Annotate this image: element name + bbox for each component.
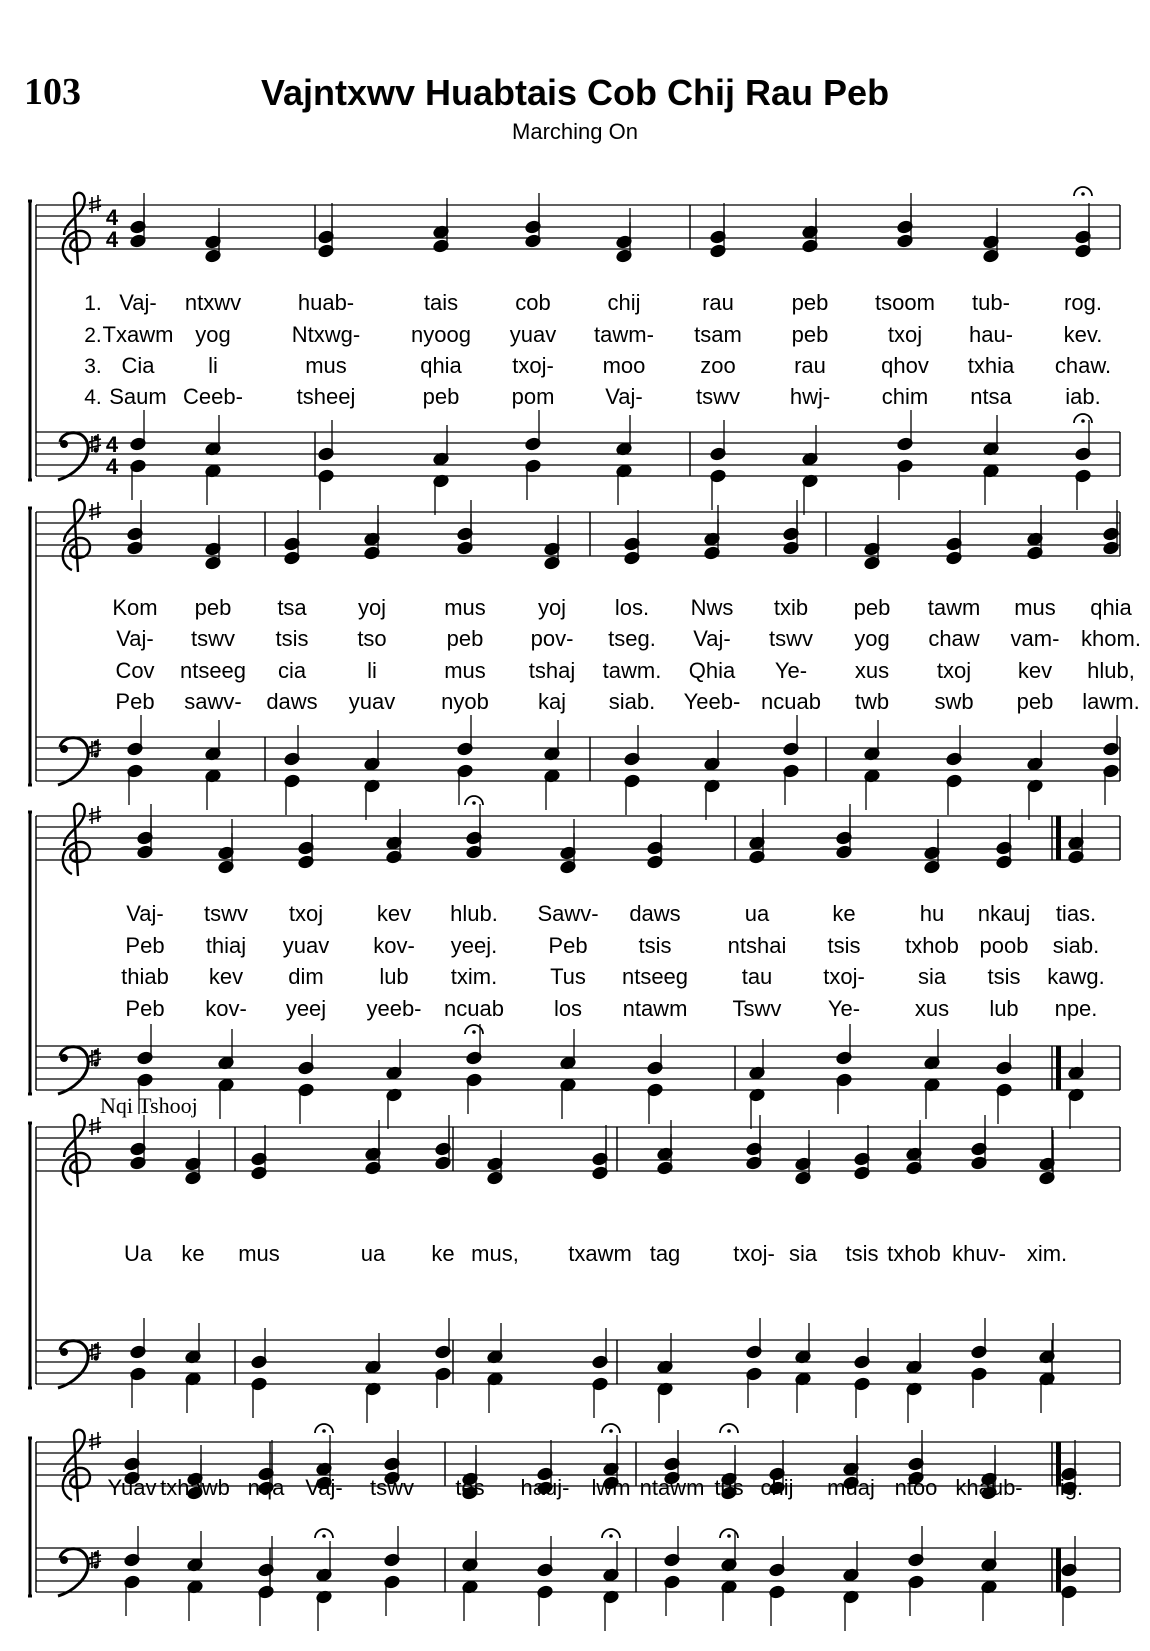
lyric-syllable: tes	[455, 1475, 485, 1500]
fermata-dot	[727, 1429, 731, 1433]
lyric-syllable: khom.	[1081, 626, 1141, 651]
lyric-syllable: tawm.	[602, 658, 662, 683]
lyric-syllable: xus	[914, 996, 950, 1021]
lyric-syllable: Tswv	[732, 996, 782, 1021]
lyric-syllable: chij	[607, 290, 641, 315]
time-signature-top: 4	[105, 432, 119, 457]
lyric-syllable: txhob	[905, 933, 959, 958]
lyric-syllable: Ceeb-	[183, 384, 243, 409]
lyric-syllable: Yeeb-	[683, 689, 741, 714]
lyric-syllable: rau	[702, 290, 734, 315]
lyric-syllable: cia	[277, 658, 307, 683]
lyric-syllable: nyob	[441, 689, 489, 714]
bass-clef-dot	[60, 1348, 68, 1356]
lyric-syllable: Ye-	[774, 658, 808, 683]
lyric-syllable: Ye-	[827, 996, 861, 1021]
fermata-dot	[322, 1429, 326, 1433]
lyric-syllable: Saum	[109, 384, 167, 409]
lyric-syllable: lig.	[1054, 1475, 1084, 1500]
lyric-syllable: txhawb	[160, 1475, 230, 1500]
verse-number: 4.	[84, 386, 102, 409]
lyric-syllable: nkauj	[977, 901, 1031, 926]
lyric-syllable: tias.	[1055, 901, 1097, 926]
lyric-syllable: hu	[919, 901, 945, 926]
treble-clef-icon	[63, 1115, 90, 1187]
lyric-syllable: peb	[422, 384, 460, 409]
key-sharp-icon	[89, 195, 101, 213]
lyric-syllable: lawm.	[1082, 689, 1140, 714]
lyric-syllable: txim.	[450, 964, 498, 989]
system-bracket	[28, 1438, 32, 1596]
time-signature-top: 4	[105, 205, 119, 230]
system-bracket	[28, 1123, 32, 1388]
lyric-syllable: chij	[760, 1475, 794, 1500]
fermata-dot	[1081, 192, 1085, 196]
lyric-syllable: ua	[744, 901, 770, 926]
lyric-syllable: kev	[208, 964, 244, 989]
lyric-syllable: kaj	[537, 689, 567, 714]
lyric-syllable: txoj	[887, 322, 923, 347]
lyric-syllable: zoo	[700, 353, 736, 378]
lyric-syllable: tsis	[827, 933, 861, 958]
treble-clef-icon	[63, 500, 90, 572]
lyric-syllable: khaub-	[955, 1475, 1023, 1500]
lyric-syllable: Ntxwg-	[291, 322, 361, 347]
lyric-syllable: txoj	[288, 901, 324, 926]
lyric-syllable: xus	[854, 658, 890, 683]
lyric-syllable: dim	[288, 964, 324, 989]
hymn-subtitle: Marching On	[512, 119, 638, 144]
lyric-syllable: siab.	[1052, 933, 1100, 958]
lyric-syllable: ua	[360, 1241, 386, 1266]
lyric-syllable: chim	[881, 384, 929, 409]
lyric-syllable: ntseeg	[179, 658, 247, 683]
lyric-syllable: lub	[379, 964, 409, 989]
lyric-syllable: hlub,	[1087, 658, 1135, 683]
fermata-dot	[472, 1030, 476, 1034]
lyric-syllable: kev.	[1063, 322, 1103, 347]
lyric-syllable: kev	[376, 901, 412, 926]
lyric-syllable: vam-	[1010, 626, 1060, 651]
lyric-syllable: chaw.	[1054, 353, 1112, 378]
lyric-syllable: mus	[444, 658, 486, 683]
lyric-syllable: Cia	[121, 353, 155, 378]
lyric-syllable: qhov	[881, 353, 929, 378]
time-signature-bottom: 4	[105, 454, 119, 479]
lyric-syllable: huab-	[297, 290, 355, 315]
bass-clef-dot	[60, 745, 68, 753]
lyric-syllable: pom	[511, 384, 555, 409]
lyric-syllable: txhia	[967, 353, 1015, 378]
lyric-syllable: qhia	[420, 353, 462, 378]
lyric-syllable: Vaj-	[126, 901, 164, 926]
fermata-dot	[1081, 419, 1085, 423]
treble-clef-icon	[63, 804, 90, 876]
lyric-syllable: tus	[714, 1475, 744, 1500]
lyric-syllable: npe.	[1054, 996, 1098, 1021]
lyric-syllable: yeeb-	[366, 996, 422, 1021]
verse-number: 2.	[84, 324, 102, 347]
lyric-syllable: tswv	[370, 1475, 414, 1500]
lyric-syllable: rog.	[1064, 290, 1102, 315]
lyric-syllable: yeej.	[450, 933, 498, 958]
lyric-syllable: muaj	[827, 1475, 875, 1500]
lyric-syllable: txoj-	[823, 964, 865, 989]
lyric-syllable: tseg.	[608, 626, 656, 651]
lyric-syllable: txoj-	[512, 353, 554, 378]
lyric-syllable: ncuab	[444, 996, 504, 1021]
lyric-syllable: twb	[854, 689, 890, 714]
lyric-syllable: tawm-	[594, 322, 654, 347]
lyric-syllable: sia	[917, 964, 947, 989]
lyric-syllable: Sawv-	[537, 901, 599, 926]
bass-clef-icon	[58, 433, 88, 480]
bass-clef-icon	[58, 1341, 88, 1388]
lyric-syllable: Vaj-	[119, 290, 157, 315]
lyric-syllable: tsis	[275, 626, 309, 651]
lyric-syllable: tsoom	[875, 290, 935, 315]
lyric-syllable: Ua	[123, 1241, 153, 1266]
lyric-syllable: tsheej	[296, 384, 356, 409]
lyric-syllable: tais	[423, 290, 459, 315]
lyric-syllable: Vaj-	[116, 626, 154, 651]
lyric-syllable: los.	[614, 595, 650, 620]
lyric-syllable: sia	[788, 1241, 818, 1266]
bass-clef-icon	[58, 1047, 88, 1094]
lyric-syllable: yog	[195, 322, 231, 347]
lyric-syllable: Vaj-	[305, 1475, 343, 1500]
lyric-syllable: ke	[181, 1241, 205, 1266]
lyric-syllable: xim.	[1026, 1241, 1068, 1266]
lyric-syllable: thiaj	[205, 933, 247, 958]
lyric-syllable: ntawm	[622, 996, 688, 1021]
lyric-syllable: ntoo	[894, 1475, 938, 1500]
lyric-syllable: hau-	[968, 322, 1014, 347]
lyric-syllable: ntsa	[970, 384, 1012, 409]
lyric-syllable: thiab	[121, 964, 169, 989]
lyric-syllable: Peb	[125, 933, 165, 958]
bass-clef-dot	[60, 440, 68, 448]
lyric-syllable: nqa	[247, 1475, 285, 1500]
lyric-syllable: ntxwv	[184, 290, 242, 315]
lyric-syllable: peb	[791, 290, 829, 315]
fermata-dot	[472, 801, 476, 805]
lyric-syllable: daws	[266, 689, 318, 714]
lyric-syllable: tswv	[191, 626, 235, 651]
lyric-syllable: txib	[773, 595, 809, 620]
lyric-syllable: Qhia	[688, 658, 736, 683]
lyric-syllable: nyoog	[411, 322, 471, 347]
lyric-syllable: tswv	[769, 626, 813, 651]
lyric-syllable: peb	[194, 595, 232, 620]
lyric-syllable: hauj-	[520, 1475, 570, 1500]
lyric-syllable: Peb	[125, 996, 165, 1021]
lyric-syllable: tsam	[694, 322, 742, 347]
lyric-syllable: pov-	[530, 626, 574, 651]
lyric-syllable: khuv-	[952, 1241, 1006, 1266]
lyric-syllable: hwj-	[789, 384, 831, 409]
final-barline	[1056, 1548, 1061, 1592]
lyric-syllable: Yuav	[107, 1475, 157, 1500]
key-sharp-icon	[89, 806, 101, 824]
lyric-syllable: yuav	[282, 933, 330, 958]
lyric-syllable: chaw	[928, 626, 980, 651]
lyric-syllable: rau	[794, 353, 826, 378]
lyric-syllable: qhia	[1090, 595, 1132, 620]
lyric-syllable: daws	[629, 901, 681, 926]
lyric-syllable: yeej	[285, 996, 327, 1021]
lyric-syllable: mus	[1014, 595, 1056, 620]
lyric-syllable: Kom	[112, 595, 158, 620]
final-barline	[1056, 1046, 1061, 1090]
lyric-syllable: hlub.	[450, 901, 498, 926]
lyric-syllable: tag	[649, 1241, 681, 1266]
lyric-syllable: kawg.	[1047, 964, 1105, 989]
lyric-syllable: tawm	[927, 595, 981, 620]
lyric-syllable: peb	[446, 626, 484, 651]
refrain-marking: Nqi Tshooj	[100, 1093, 198, 1118]
key-sharp-icon	[89, 1432, 101, 1450]
lyric-syllable: sawv-	[184, 689, 242, 714]
time-signature-bottom: 4	[105, 227, 119, 252]
lyric-syllable: kov-	[205, 996, 247, 1021]
lyric-syllable: kov-	[373, 933, 415, 958]
key-sharp-icon	[89, 502, 101, 520]
bass-clef-dot	[60, 1556, 68, 1564]
lyric-syllable: tso	[357, 626, 387, 651]
lyric-syllable: poob	[979, 933, 1029, 958]
lyric-syllable: cob	[515, 290, 551, 315]
lyric-syllable: los	[553, 996, 583, 1021]
lyric-syllable: iab.	[1065, 384, 1101, 409]
lyric-syllable: mus	[238, 1241, 280, 1266]
lyric-syllable: mus	[305, 353, 347, 378]
lyric-syllable: kev	[1017, 658, 1053, 683]
lyric-syllable: yuav	[348, 689, 396, 714]
lyric-syllable: tshaj	[528, 658, 576, 683]
lyric-syllable: Tus	[550, 964, 586, 989]
hymn-title: Vajntxwv Huabtais Cob Chij Rau Peb	[260, 72, 890, 113]
lyric-syllable: tswv	[204, 901, 248, 926]
lyric-syllable: txawm	[568, 1241, 632, 1266]
lyric-syllable: tsis	[845, 1241, 879, 1266]
lyric-syllable: li	[367, 658, 377, 683]
lyric-syllable: Cov	[115, 658, 155, 683]
lyric-syllable: moo	[602, 353, 646, 378]
lyric-syllable: yoj	[537, 595, 567, 620]
lyric-syllable: tsis	[638, 933, 672, 958]
lyric-syllable: siab.	[608, 689, 656, 714]
lyric-syllable: ntawm	[639, 1475, 705, 1500]
verse-number: 3.	[84, 355, 102, 378]
lyric-syllable: tau	[741, 964, 773, 989]
lyric-syllable: txoj-	[733, 1241, 775, 1266]
bass-clef-icon	[58, 738, 88, 785]
system-bracket	[28, 508, 32, 785]
fermata-dot	[727, 1534, 731, 1538]
lyric-syllable: lwm	[591, 1475, 631, 1500]
lyric-syllable: lub	[989, 996, 1019, 1021]
treble-clef-icon	[63, 193, 90, 265]
treble-clef-icon	[63, 1430, 90, 1502]
bass-clef-dot	[60, 1054, 68, 1062]
lyric-syllable: ntshai	[727, 933, 787, 958]
lyric-syllable: tswv	[696, 384, 740, 409]
lyric-syllable: ntseeg	[621, 964, 689, 989]
lyric-syllable: Nws	[690, 595, 734, 620]
system-bracket	[28, 201, 32, 480]
lyric-syllable: Vaj-	[605, 384, 643, 409]
lyric-syllable: ncuab	[761, 689, 821, 714]
system-bracket	[28, 812, 32, 1094]
hymn-number: 103	[24, 71, 81, 113]
lyric-syllable: peb	[853, 595, 891, 620]
lyric-syllable: ke	[431, 1241, 455, 1266]
lyric-syllable: txoj	[936, 658, 972, 683]
verse-number: 1.	[84, 292, 102, 315]
lyric-syllable: Txawm	[102, 322, 174, 347]
lyric-syllable: Vaj-	[693, 626, 731, 651]
lyric-syllable: peb	[791, 322, 829, 347]
fermata-dot	[609, 1534, 613, 1538]
lyric-syllable: ke	[832, 901, 856, 926]
lyric-syllable: mus,	[471, 1241, 519, 1266]
fermata-dot	[322, 1534, 326, 1538]
lyric-syllable: txhob	[887, 1241, 941, 1266]
lyric-syllable: Peb	[548, 933, 588, 958]
lyric-syllable: tsis	[987, 964, 1021, 989]
bass-clef-icon	[58, 1549, 88, 1596]
lyric-syllable: tub-	[972, 290, 1010, 315]
lyric-syllable: swb	[934, 689, 974, 714]
lyric-syllable: yoj	[357, 595, 387, 620]
lyric-syllable: tsa	[277, 595, 307, 620]
lyric-syllable: yuav	[509, 322, 557, 347]
lyric-syllable: mus	[444, 595, 486, 620]
lyric-syllable: yog	[854, 626, 890, 651]
lyric-syllable: Peb	[115, 689, 155, 714]
lyric-syllable: peb	[1016, 689, 1054, 714]
lyric-syllable: li	[208, 353, 218, 378]
fermata-dot	[609, 1429, 613, 1433]
key-sharp-icon	[89, 1117, 101, 1135]
final-barline	[1056, 816, 1061, 860]
